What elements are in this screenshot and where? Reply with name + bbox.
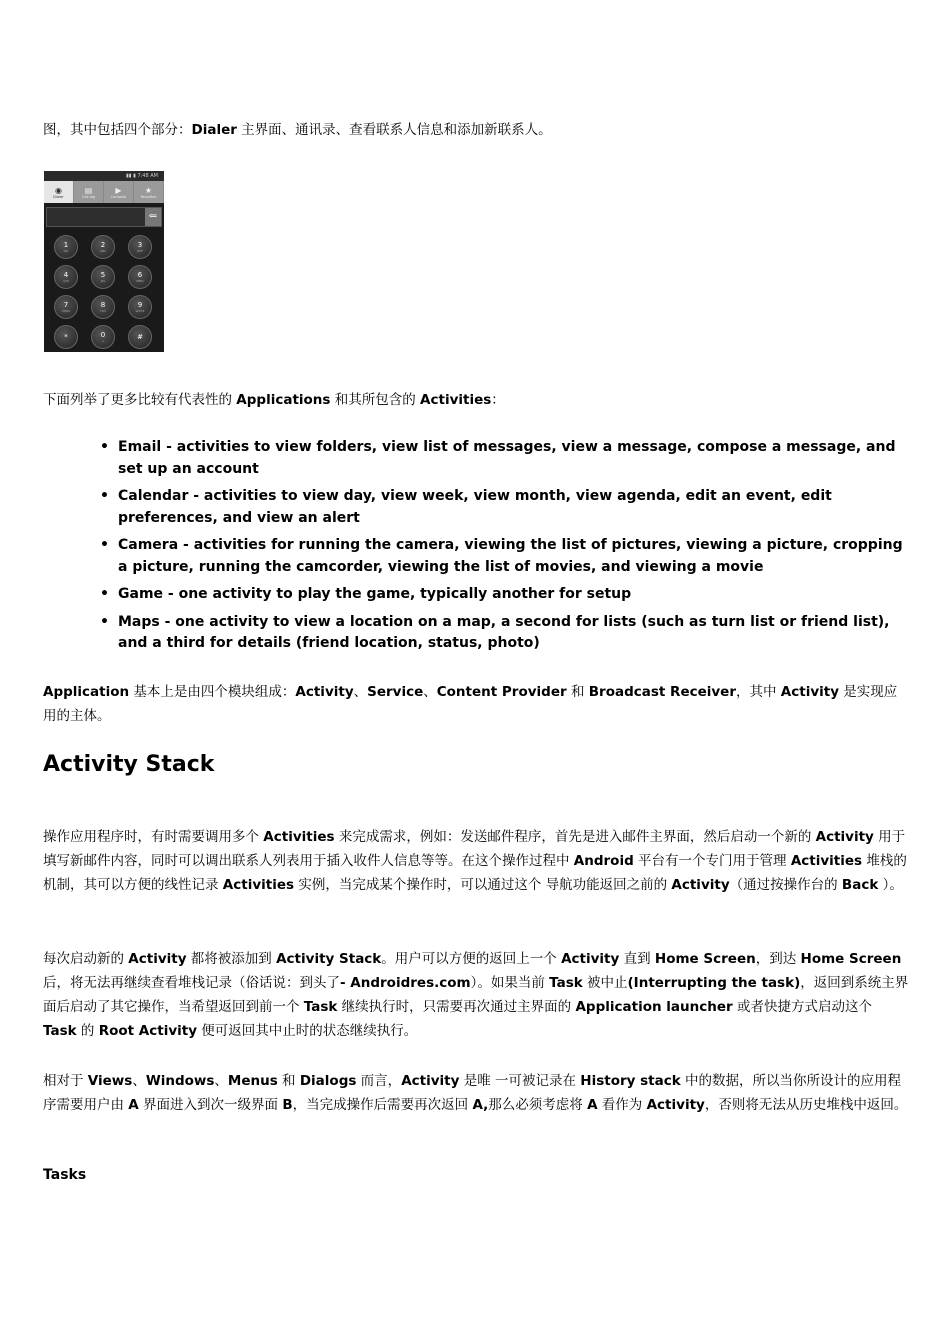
- key-1: [54, 235, 78, 259]
- key-7: [54, 295, 78, 319]
- text: 看作为: [597, 1097, 647, 1113]
- text: 基本上是由四个模块组成：: [129, 684, 296, 700]
- key-letters: MNO: [136, 278, 144, 283]
- paragraph-3: [43, 1069, 909, 1117]
- text: 用于填写新邮件内容，同时可以调出联系人列表用于插入收件人信息等等。在这个操作过程中: [43, 829, 906, 869]
- text: 那么必须考虑将: [488, 1097, 588, 1113]
- term: Broadcast Receiver: [588, 684, 736, 700]
- key-digit: 6: [137, 270, 143, 279]
- term: Activity: [561, 951, 620, 967]
- text: 界面进入到次一级界面: [138, 1097, 283, 1113]
- text: 堆栈的机制，其可以方便的线性记录: [43, 853, 907, 893]
- text: ）。: [878, 877, 903, 893]
- term: Content Provider: [436, 684, 567, 700]
- key-letters: DEF: [137, 248, 143, 253]
- term: Activities: [790, 853, 863, 869]
- term: Activities: [263, 829, 335, 845]
- term: Windows: [145, 1073, 215, 1089]
- key-letters: QO: [63, 248, 69, 253]
- key-digit: 0: [100, 330, 106, 339]
- key-digit: 5: [100, 270, 106, 279]
- term: Activity: [671, 877, 730, 893]
- term: Views: [87, 1073, 133, 1089]
- text: 和: [566, 684, 589, 700]
- list-item: [88, 486, 910, 529]
- key-4: [54, 265, 78, 289]
- section-heading: Activity Stack: [43, 752, 215, 777]
- call-log-icon: ▤: [84, 185, 93, 195]
- term: Activity: [128, 951, 187, 967]
- list-item: [88, 612, 910, 655]
- list-item-text: Calendar - activities to view day, view week, view month, view agenda, edit an event, edit preferences, and view an alert: [118, 488, 832, 526]
- key-0: [91, 325, 115, 349]
- key-6: [128, 265, 152, 289]
- term: Home Screen: [654, 951, 756, 967]
- status-time: 7:48 AM: [137, 173, 158, 179]
- text: 实例，当完成某个操作时，可以通过这个 导航功能返回之前的: [294, 877, 672, 893]
- key-digit: 8: [100, 300, 106, 309]
- text: 的: [76, 1023, 99, 1039]
- text: 、: [132, 1073, 146, 1089]
- applications-intro: [43, 388, 909, 412]
- term: Activity: [646, 1097, 705, 1113]
- term: Dialogs: [299, 1073, 357, 1089]
- term-applications: Applications: [236, 392, 331, 408]
- key-5: [91, 265, 115, 289]
- text: 相对于: [43, 1073, 88, 1089]
- text: ，返回到系统主界面后启动了其它操作，当希望返回到前一个: [43, 975, 909, 1015]
- tab-dialer: [44, 181, 74, 203]
- bullet-icon: •: [100, 439, 109, 455]
- list-item-text: Camera - activities for running the camera, viewing the list of pictures, viewing a picture, cropping a picture, running the camcorder, viewing the list of movies, and viewing a movie: [118, 537, 903, 575]
- text: ，否则将无法从历史堆栈中返回。: [704, 1097, 908, 1113]
- term-activities: Activities: [420, 392, 492, 408]
- text: 继续执行时，只需要再次通过主界面的: [337, 999, 576, 1015]
- application-paragraph: [43, 680, 909, 728]
- text: 来完成需求，例如：发送邮件程序，首先是进入邮件主界面，然后启动一个新的: [334, 829, 816, 845]
- text: 直到: [619, 951, 655, 967]
- term: History stack: [580, 1073, 681, 1089]
- key-2: [91, 235, 115, 259]
- dialer-icon: ◉: [55, 185, 62, 195]
- term: Service: [367, 684, 424, 700]
- term: Application: [43, 684, 130, 700]
- text: 图，其中包括四个部分：: [43, 122, 192, 138]
- key-3: [128, 235, 152, 259]
- term: Activity: [780, 684, 840, 700]
- key-digit: 4: [63, 270, 69, 279]
- term: Activity: [815, 829, 874, 845]
- list-item-text: Game - one activity to play the game, typically another for setup: [118, 586, 632, 602]
- list-item: [88, 437, 910, 480]
- text: 每次启动新的: [43, 951, 129, 967]
- key-8: [91, 295, 115, 319]
- text: 、: [423, 684, 437, 700]
- key-letters: ABC: [99, 248, 107, 253]
- text: ：: [491, 392, 505, 408]
- text: （通过按操作台的: [729, 877, 842, 893]
- tab-contacts: [104, 181, 134, 203]
- list-item-text: Maps - one activity to view a location on a map, a second for lists (such as turn list or friend list), and a third for details (friend location, status, photo): [118, 613, 890, 651]
- applications-list: [88, 437, 910, 661]
- key-letters: TUV: [99, 308, 107, 313]
- term: Activities: [222, 877, 295, 893]
- text: 。用户可以方便的返回上一个: [381, 951, 562, 967]
- text: ，其中: [736, 684, 781, 700]
- key-digit: 9: [137, 300, 143, 309]
- text: 或者快捷方式启动这个: [732, 999, 872, 1015]
- term: Menus: [227, 1073, 278, 1089]
- text: 和其所包含的: [330, 392, 421, 408]
- term: (Interrupting the task): [627, 975, 801, 991]
- term: - Androidres.com: [340, 975, 471, 991]
- text: ，当完成操作后需要再次返回: [292, 1097, 473, 1113]
- tab-label: Contacts: [110, 194, 127, 199]
- key-letters: JKL: [100, 278, 106, 283]
- term: Task: [43, 1023, 77, 1039]
- paragraph-2: [43, 947, 909, 1043]
- key-digit: 1: [63, 240, 69, 249]
- text: 中的数据，所以当你所设计的应用程序需要用户由: [43, 1073, 902, 1113]
- paragraph-1: [43, 825, 909, 897]
- text: 、: [214, 1073, 228, 1089]
- term: Home Screen: [800, 951, 902, 967]
- term: Back: [841, 877, 879, 893]
- tab-label: Favorites: [140, 194, 157, 199]
- bullet-icon: •: [100, 488, 109, 504]
- text: 是唯 一可被记录在: [459, 1073, 581, 1089]
- tab-call-log: [74, 181, 104, 203]
- list-item: [88, 584, 910, 606]
- intro-paragraph: [43, 118, 909, 142]
- text: 而言，: [356, 1073, 402, 1089]
- text: ）。如果当前: [470, 975, 550, 991]
- contacts-icon: ▶: [115, 185, 122, 195]
- term: A: [128, 1097, 139, 1113]
- bullet-icon: •: [100, 586, 109, 602]
- term: Activity: [401, 1073, 460, 1089]
- text: 都将被添加到: [186, 951, 277, 967]
- text: 和: [277, 1073, 300, 1089]
- tab-favorites: [134, 181, 164, 203]
- term: Android: [573, 853, 634, 869]
- tasks-heading: Tasks: [43, 1167, 87, 1183]
- text: ，到达: [755, 951, 801, 967]
- text: 后，将无法再继续查看堆栈记录（俗话说：到头了: [43, 975, 340, 991]
- text: 操作应用程序时，有时需要调用多个: [43, 829, 264, 845]
- key-letters: PQRS: [61, 308, 71, 313]
- text: 平台有一个专门用于管理: [633, 853, 791, 869]
- star-icon: ★: [144, 185, 153, 195]
- tab-label: Call log: [82, 194, 95, 199]
- term: A: [587, 1097, 598, 1113]
- key-digit: #: [137, 332, 143, 341]
- term: Application launcher: [575, 999, 733, 1015]
- list-item: [88, 535, 910, 578]
- term: Task: [303, 999, 338, 1015]
- key-letters: GHI: [63, 278, 69, 283]
- term: Activity: [295, 684, 354, 700]
- key-digit: 2: [100, 240, 106, 249]
- key-pound: [128, 325, 152, 349]
- status-bar: ▮▮ ▮ 7:48 AM: [44, 171, 164, 181]
- bullet-icon: •: [100, 537, 109, 553]
- key-9: [128, 295, 152, 319]
- term: Root Activity: [98, 1023, 197, 1039]
- text: 被中止: [582, 975, 628, 991]
- text: 下面列举了更多比较有代表性的: [43, 392, 237, 408]
- bullet-icon: •: [100, 613, 109, 630]
- term: Activity Stack: [276, 951, 382, 967]
- term-dialer: Dialer: [191, 122, 237, 138]
- dial-pad: [44, 229, 164, 349]
- key-digit: *: [64, 332, 68, 341]
- term: Task: [549, 975, 583, 991]
- text: 主界面、通讯录、查看联系人信息和添加新联系人。: [236, 122, 552, 138]
- term: A,: [472, 1097, 489, 1113]
- text: 、: [353, 684, 368, 700]
- number-field: [46, 207, 162, 227]
- key-letters: WXYZ: [135, 308, 145, 313]
- key-digit: 3: [137, 240, 143, 249]
- list-item-text: Email - activities to view folders, view list of messages, view a message, compose a message, and set up an account: [118, 439, 896, 477]
- tab-label: Dialer: [53, 194, 64, 199]
- key-digit: 7: [63, 300, 69, 309]
- phone-tabs: [44, 181, 164, 203]
- key-star: [54, 325, 78, 349]
- backspace-icon: ⇐: [145, 208, 161, 226]
- dialer-screenshot: [44, 171, 164, 352]
- term: B: [282, 1097, 293, 1113]
- text: 是实现应用的主体。: [43, 684, 898, 724]
- key-letters: +: [101, 338, 105, 343]
- text: 便可返回其中止时的状态继续执行。: [197, 1023, 418, 1039]
